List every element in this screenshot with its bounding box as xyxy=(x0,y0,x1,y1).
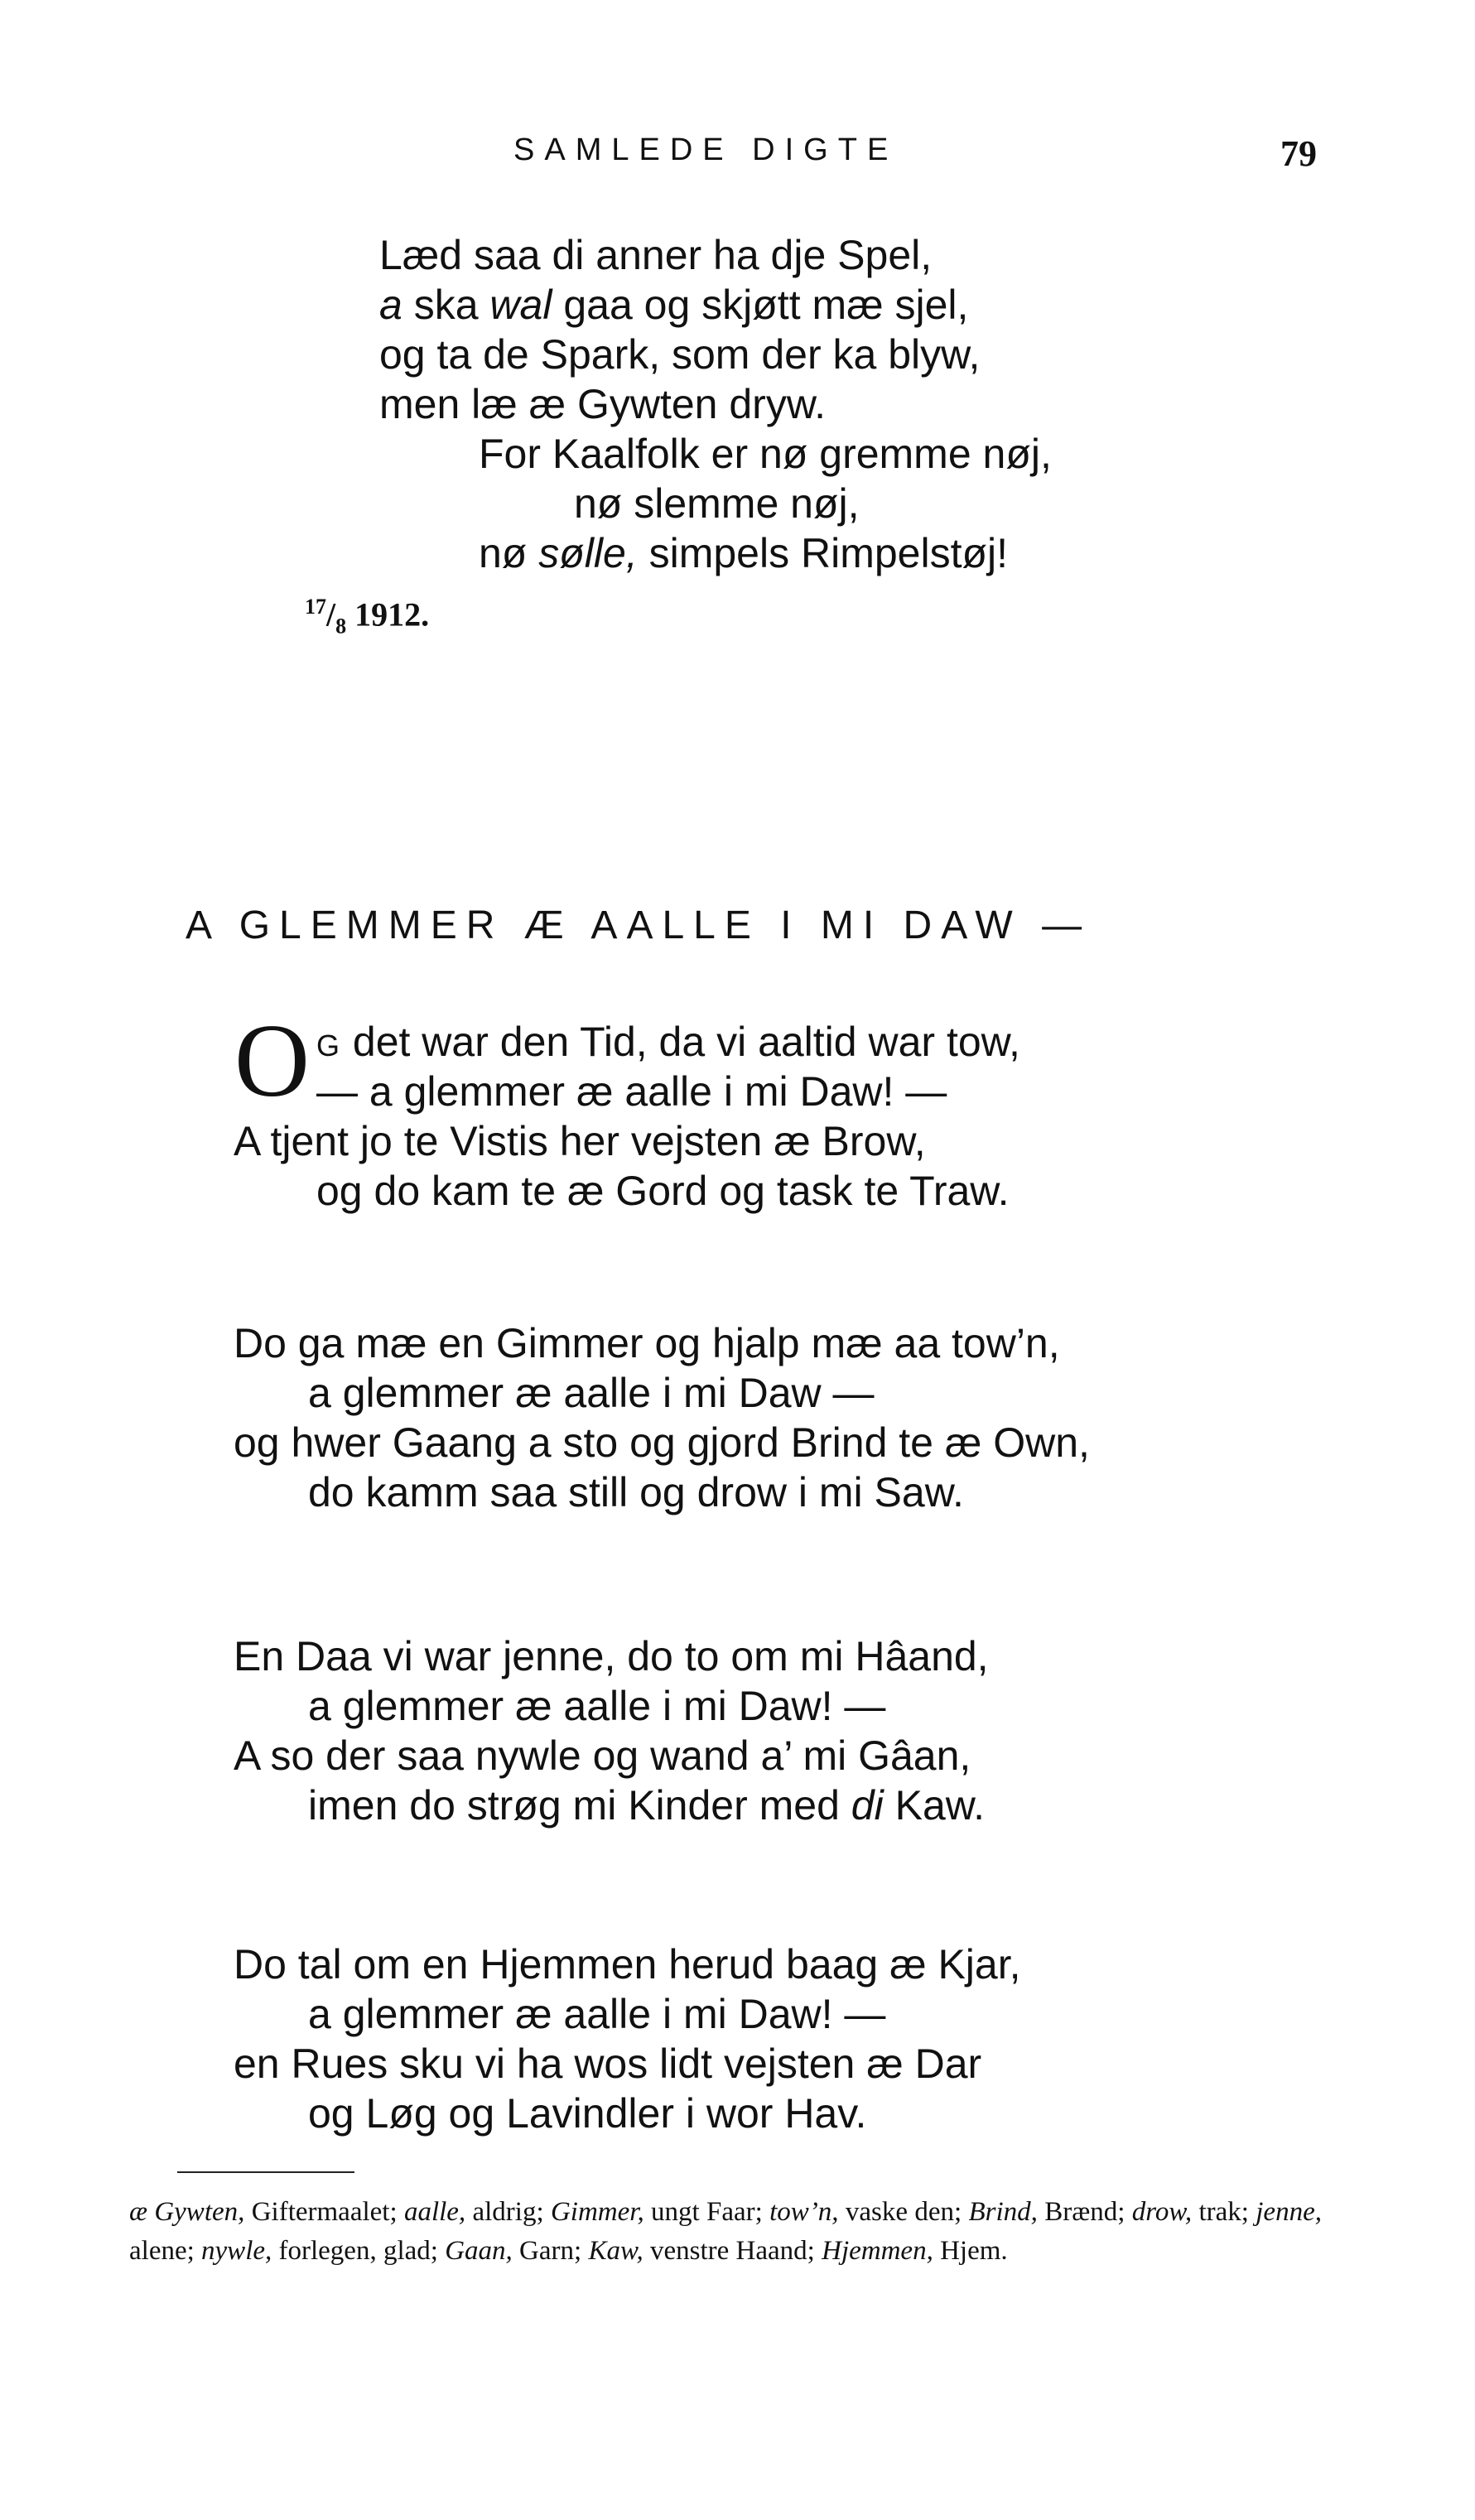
stanza-2 xyxy=(234,1318,1090,1517)
poem-line: og ta de Spark, som der ka blyw, xyxy=(379,331,981,378)
stanza-3 xyxy=(234,1631,989,1830)
glossary-definition: vaske den; xyxy=(838,2197,969,2227)
poem-line: en Rues sku vi ha wos lidt vejsten æ Dar xyxy=(234,2041,982,2087)
glossary-term: Gaan, xyxy=(445,2236,513,2266)
stanza-4 xyxy=(234,1939,1021,2138)
glossary-term: aalle, xyxy=(403,2197,466,2227)
poem-line: men læ æ Gywten dryw. xyxy=(379,381,827,427)
glossary-definition: Garn; xyxy=(512,2236,589,2266)
poem-line: nø sølle, simpels Rimpelstøj! xyxy=(479,530,1009,576)
poem-line: For Kaalfolk er nø gremme nøj, xyxy=(479,431,1052,477)
poem-date: $^{17}/_8$ 1912. xyxy=(305,595,430,638)
refrain-line: a glemmer æ aalle i mi Daw! — xyxy=(308,1991,886,2037)
glossary-term: Gimmer, xyxy=(550,2197,644,2227)
poem-title: A GLEMMER Æ AALLE I MI DAW — xyxy=(186,903,1092,947)
glossary-definition: Giftermaalet; xyxy=(244,2197,404,2227)
glossary-term: jenne, xyxy=(1256,2197,1322,2227)
poem-line: A tjent jo te Vistis her vejsten æ Brow, xyxy=(234,1118,926,1164)
poem-line: do kamm saa still og drow i mi Saw. xyxy=(308,1469,964,1515)
poem-line: og do kam te æ Gord og task te Traw. xyxy=(316,1168,1010,1214)
refrain-line: — a glemmer æ aalle i mi Daw! — xyxy=(316,1068,947,1115)
glossary-term: Brind, xyxy=(968,2197,1038,2227)
footnote-divider xyxy=(177,2171,354,2173)
glossary-term: Kaw, xyxy=(588,2236,644,2266)
glossary-definition: Brænd; xyxy=(1037,2197,1132,2227)
poem-line: nø slemme nøj, xyxy=(574,480,860,527)
poem-line: Do tal om en Hjemmen herud baag æ Kjar, xyxy=(234,1941,1021,1988)
glossary-term: drow, xyxy=(1131,2197,1193,2227)
refrain-line: a glemmer æ aalle i mi Daw — xyxy=(308,1370,875,1416)
page-number: 79 xyxy=(1280,133,1317,174)
poem-line: G det war den Tid, da vi aaltid war tow, xyxy=(316,1019,1020,1065)
poem-line: og hwer Gaang a sto og gjord Brind te æ Own, xyxy=(234,1419,1090,1466)
stanza-1 xyxy=(234,1017,1020,1216)
glossary-definition: forlegen, glad; xyxy=(272,2236,446,2266)
italic-word: sølle, xyxy=(538,530,638,576)
glossary-definition: Hjem. xyxy=(933,2236,1008,2266)
italic-word: di xyxy=(851,1782,884,1829)
glossary-term: nywle, xyxy=(201,2236,272,2266)
footnote-glossary xyxy=(129,2193,1322,2271)
poem-line: En Daa vi war jenne, do to om mi Hâand, xyxy=(234,1633,989,1679)
poem-line: og Løg og Lavindler i wor Hav. xyxy=(308,2090,867,2137)
poem-line: Do ga mæ en Gimmer og hjalp mæ aa tow’n, xyxy=(234,1320,1060,1366)
poem-line: A so der saa nywle og wand a’ mi Gâan, xyxy=(234,1732,971,1779)
poem-line: a ska wal gaa og skjøtt mæ sjel, xyxy=(379,282,969,328)
refrain-line: a glemmer æ aalle i mi Daw! — xyxy=(308,1683,886,1729)
glossary-definition: aldrig; xyxy=(465,2197,551,2227)
glossary-definition: alene; xyxy=(129,2236,202,2266)
glossary-term: æ Gywten, xyxy=(129,2197,245,2227)
glossary-definition: trak; xyxy=(1192,2197,1256,2227)
glossary-definition: venstre Haand; xyxy=(643,2236,822,2266)
italic-word: wal xyxy=(489,282,552,328)
drop-cap: O xyxy=(234,1004,310,1119)
previous-poem-stanza xyxy=(379,230,1052,578)
running-title: SAMLEDE DIGTE xyxy=(513,133,899,167)
glossary-definition: ungt Faar; xyxy=(644,2197,770,2227)
italic-word: a xyxy=(379,282,402,328)
poem-line: Læd saa di anner ha dje Spel, xyxy=(379,232,933,278)
glossary-term: Hjemmen, xyxy=(822,2236,933,2266)
poem-line: imen do strøg mi Kinder med di Kaw. xyxy=(308,1782,986,1829)
glossary-term: tow’n, xyxy=(769,2197,839,2227)
